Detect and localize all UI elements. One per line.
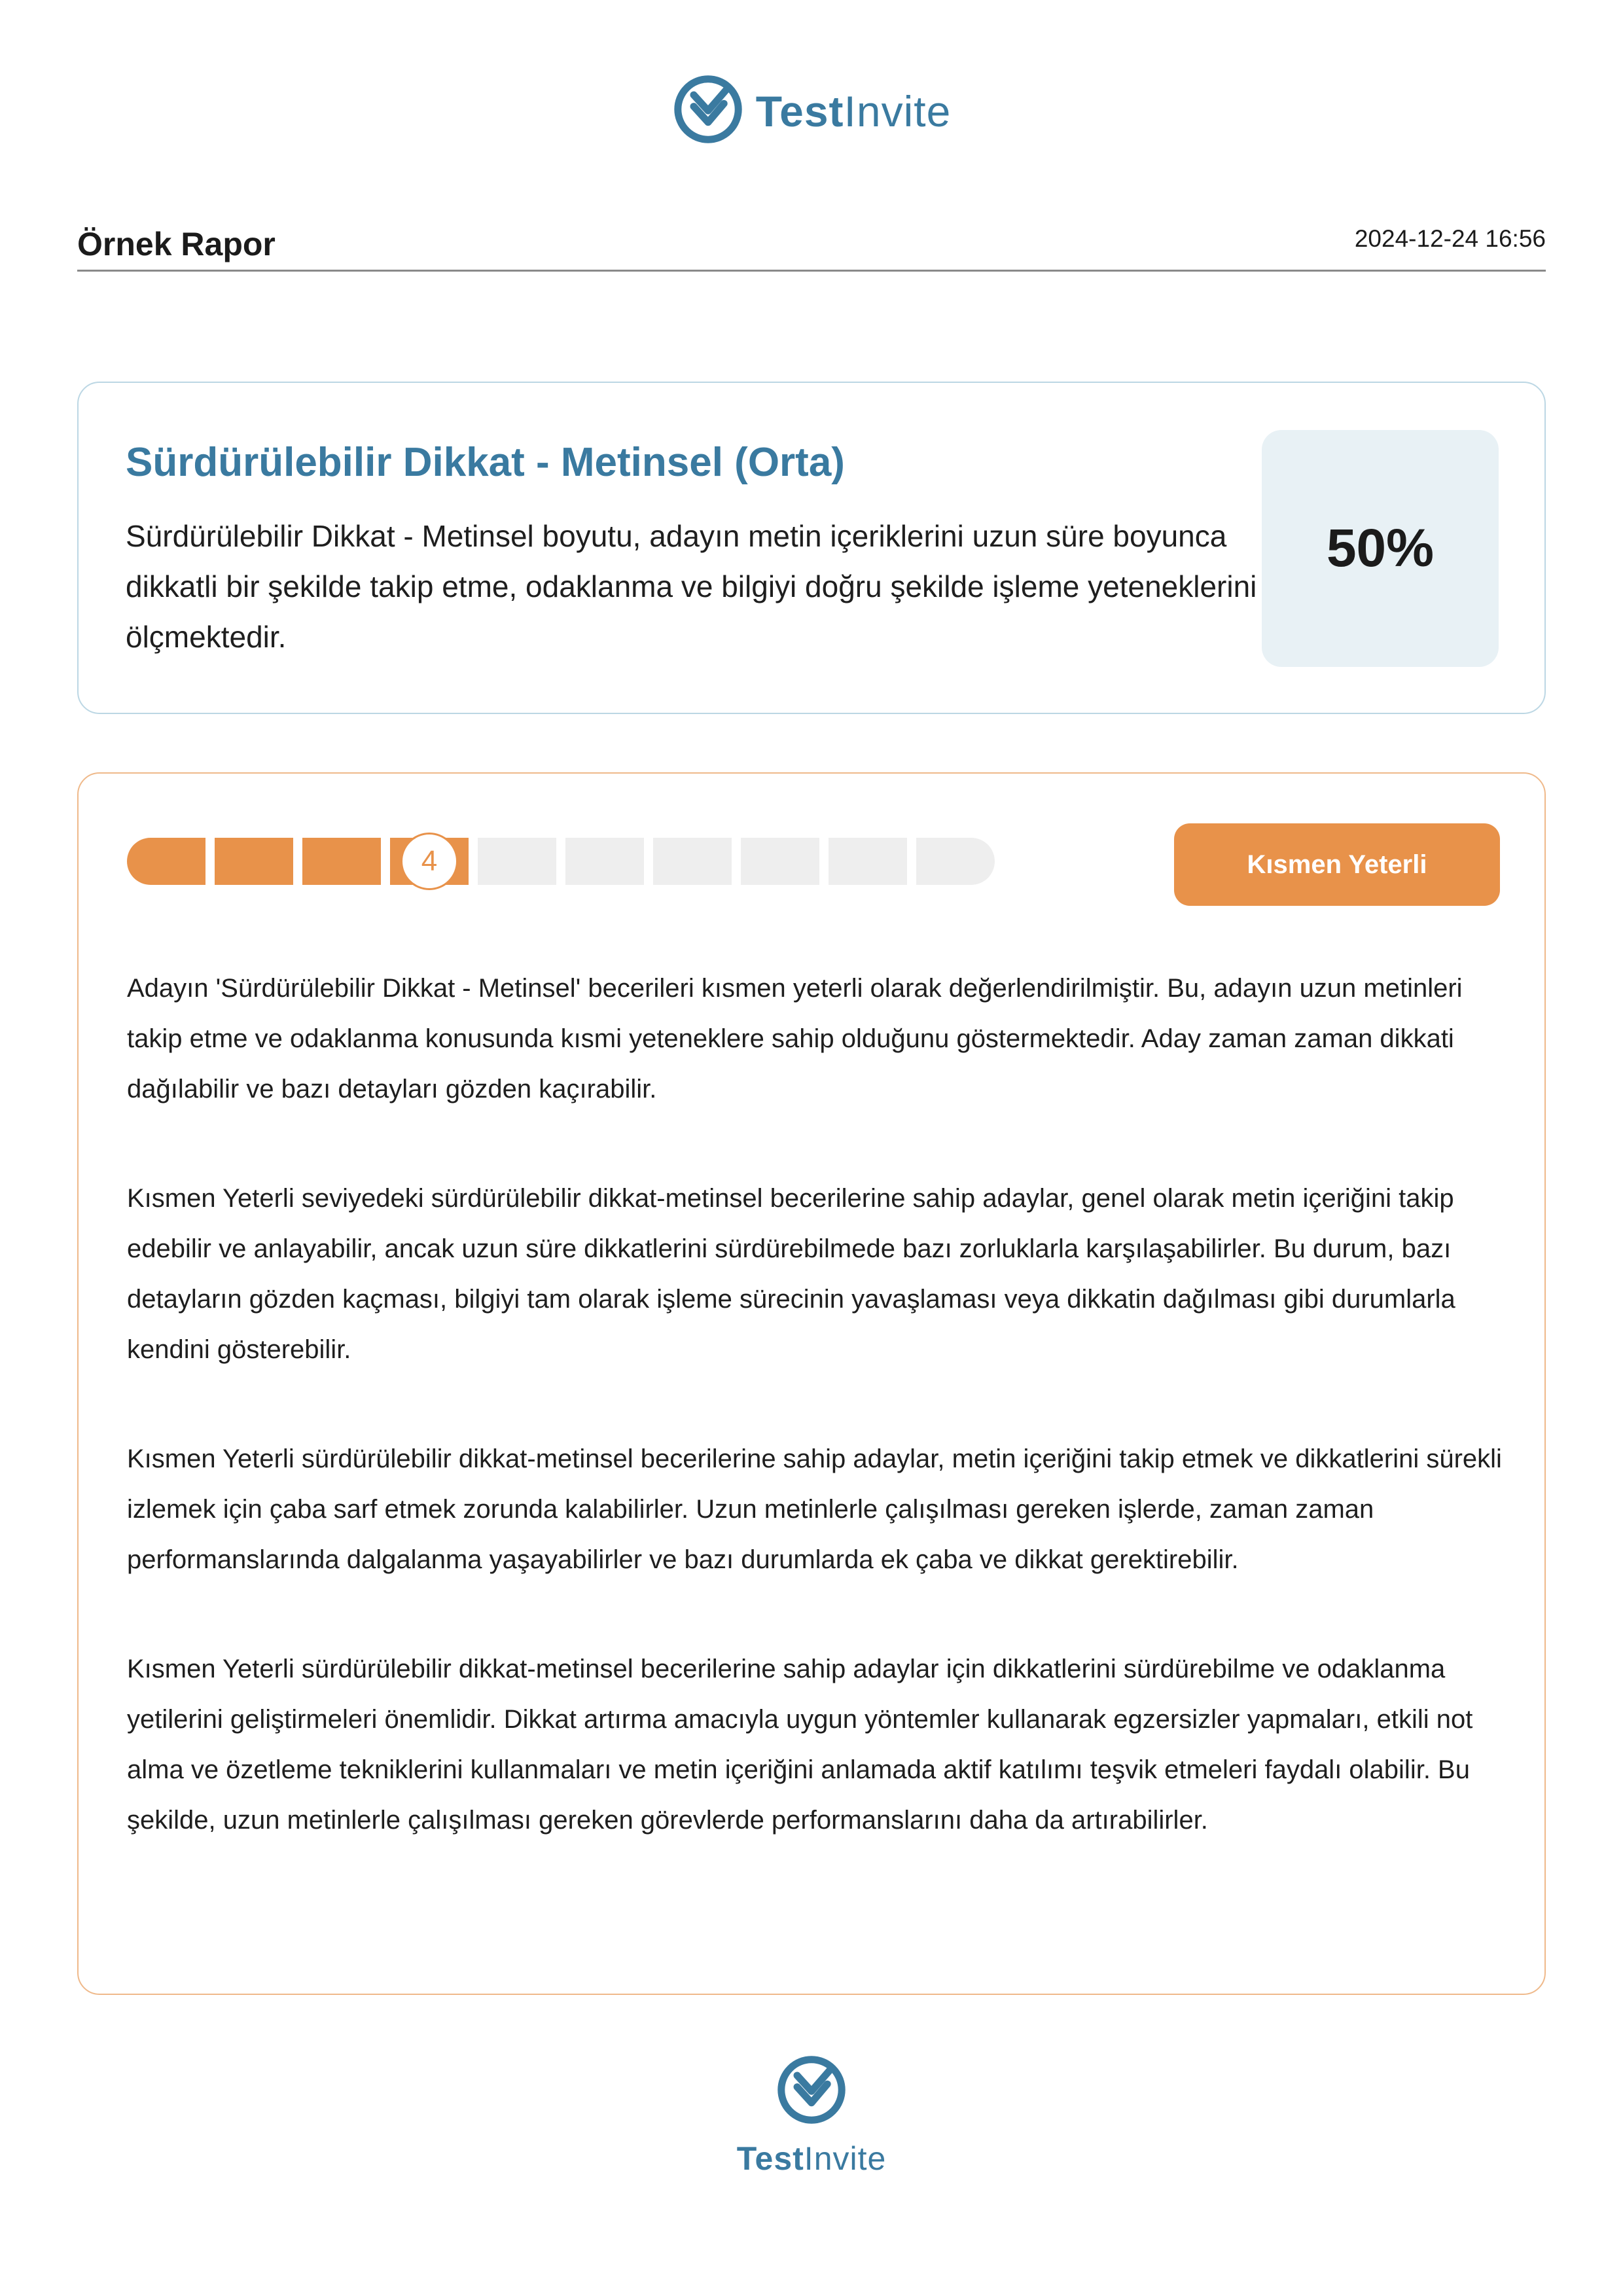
brand-wordmark [755, 86, 952, 135]
level-marker: 4 [401, 833, 458, 890]
score-value: 50% [1326, 518, 1435, 578]
level-segment [565, 838, 644, 885]
footer-brand-part-1: Test [736, 2140, 804, 2177]
level-segment [215, 838, 293, 885]
level-segment [653, 838, 732, 885]
report-header [77, 223, 1546, 272]
check-shield-icon [672, 73, 744, 149]
footer-logo [0, 2054, 1623, 2175]
footer-brand-part-2: Invite [804, 2140, 887, 2177]
level-segment [478, 838, 556, 885]
summary-description: Sürdürülebilir Dikkat - Metinsel boyutu, adayın metin içeriklerini uzun süre boyunca dikkatli bir şekilde takip etme, odaklanma ve bilgiyi doğru şekilde işleme yeteneklerini ölçmektedir. [126, 519, 1257, 654]
evaluation-paragraph: Kısmen Yeterli sürdürülebilir dikkat-metinsel becerilerine sahip adaylar, metin içeriğini takip etmek ve dikkatlerini sürekli izlemek için çaba sarf etmek zorunda kalabilirler. Uzun metinlerle çalışılması gereken işlerde, zaman zaman performanslarında dalgalanma yaşayabilirler ve bazı durumlarda ek çaba ve dikkat gerektirebilir. [127, 1444, 1502, 1574]
level-segment [741, 838, 819, 885]
report-title: Örnek Rapor [77, 226, 276, 262]
footer-brand-wordmark [737, 2142, 887, 2175]
report-date: 2024-12-24 16:56 [1354, 225, 1546, 252]
evaluation-paragraph: Adayın 'Sürdürülebilir Dikkat - Metinsel' becerileri kısmen yeterli olarak değerlendirilmiştir. Bu, adayın uzun metinleri takip etme ve odaklanma konusunda kısmi yeteneklere sahip olduğunu göstermektedir. Aday zaman zaman dikkati dağılabilir ve bazı detayları gözden kaçırabilir. [127, 974, 1463, 1103]
evaluation-text [127, 963, 1508, 1905]
level-card [77, 772, 1546, 1995]
header-logo [0, 73, 1623, 149]
evaluation-paragraph: Kısmen Yeterli seviyedeki sürdürülebilir dikkat-metinsel becerilerine sahip adaylar, genel olarak metin içeriğini takip edebilir ve anlayabilir, ancak uzun süre dikkatlerini sürdürebilmede bazı zorluklarla karşılaşabilirler. Bu durum, bazı detayların gözden kaçması, bilgiyi tam olarak işleme sürecinin yavaşlaması veya dikkatin dağılması gibi durumlarla kendini gösterebilir. [127, 1184, 1455, 1364]
status-badge: Kısmen Yeterli [1174, 823, 1500, 906]
summary-card [77, 382, 1546, 714]
level-segment [829, 838, 907, 885]
level-segment [916, 838, 995, 885]
score-box [1262, 430, 1499, 667]
evaluation-paragraph: Kısmen Yeterli sürdürülebilir dikkat-metinsel becerilerine sahip adaylar için dikkatlerini sürdürebilme ve odaklanma yetilerini geliştirmeleri önemlidir. Dikkat artırma amacıyla uygun yöntemler kullanarak egzersizler yapmaları, etkili not alma ve özetleme tekniklerini kullanmaları ve metin içeriğini anlamada aktif katılımı teşvik etmeleri faydalı olabilir. Bu şekilde, uzun metinlerle çalışılması gereken görevlerde performanslarını daha da artırabilirler. [127, 1655, 1473, 1835]
level-bar [127, 838, 995, 885]
level-segment [127, 838, 205, 885]
summary-title: Sürdürülebilir Dikkat - Metinsel (Orta) [126, 440, 845, 485]
check-shield-icon [776, 2054, 847, 2129]
level-segment [302, 838, 381, 885]
brand-part-2: Invite [844, 86, 952, 135]
brand-part-1: Test [755, 86, 844, 135]
